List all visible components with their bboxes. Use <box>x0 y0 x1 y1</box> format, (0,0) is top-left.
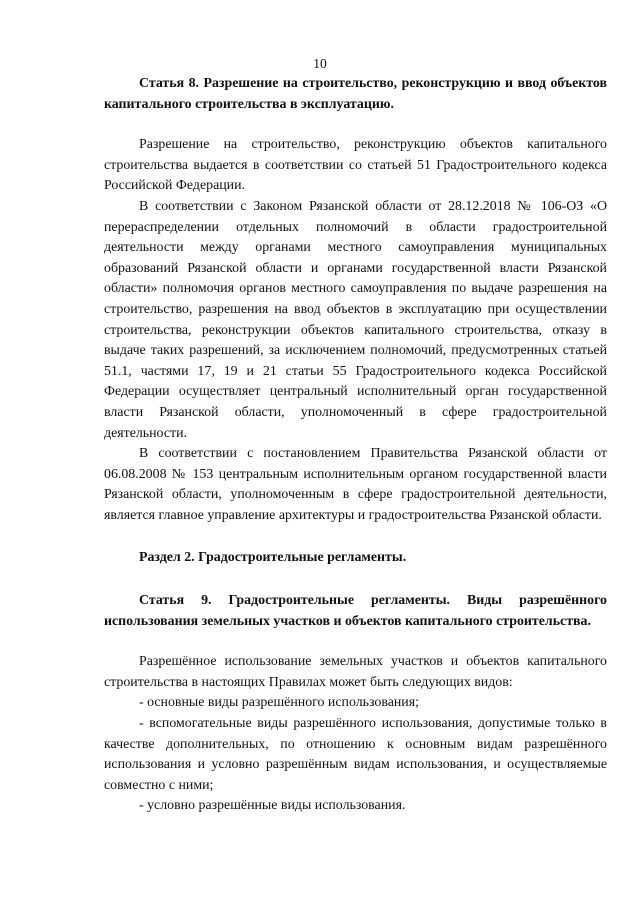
page-content <box>104 58 607 817</box>
article-9-paragraph-1: Разрешённое использование земельных участков и объектов капитального строительства в настоящих Правилах может быть следующих видов: <box>104 654 607 690</box>
article-8-paragraph-1: Разрешение на строительство, реконструкцию объектов капитального строительства выдается в соответствии со статьей 51 Градостроительного кодекса Российской Федерации. <box>104 137 607 194</box>
page-number: 10 <box>313 56 327 71</box>
list-item-conditional-uses: - условно разрешённые виды использования. <box>139 798 406 814</box>
list-item-auxiliary-uses: - вспомогательные виды разрешённого использования, допустимые только в качестве дополнительных, по отношению к основным видам разрешённого использования и условно разрешённым видам использования, и осуществляемые совместно с ними; <box>104 716 607 793</box>
section-2-title: Раздел 2. Градостроительные регламенты. <box>139 550 407 566</box>
article-8-paragraph-3: В соответствии с постановлением Правительства Рязанской области от 06.08.2008 № 153 центральным исполнительным органом государственной власти Рязанской области, уполномоченным в сфере градостроительной деятельности, является главное управление архитектуры и градостроительства Рязанской области. <box>104 446 607 523</box>
list-item-main-uses: - основные виды разрешённого использования; <box>139 695 419 711</box>
article-9-title: Статья 9. Градостроительные регламенты. Виды разрешённого использования земельных участков и объектов капитального строительства. <box>104 593 607 629</box>
article-8-title: Статья 8. Разрешение на строительство, реконструкцию и ввод объектов капитального строительства в эксплуатацию. <box>104 76 607 112</box>
article-8-paragraph-2: В соответствии с Законом Рязанской области от 28.12.2018 № 106-ОЗ «О перераспределении отдельных полномочий в области градостроительной деятельности между органами местного самоуправления муниципальных образований Рязанской области и органами государственной власти Рязанской области» полномочия органов местного самоуправления по выдаче разрешения на строительство, разрешения на ввод объектов в эксплуатацию при осуществлении строительства, реконструкции объектов капитального строительства, отказу в выдаче таких разрешений, за исключением полномочий, предусмотренных статьей 51.1, частями 17, 19 и 21 статьи 55 Градостроительного кодекса Российской Федерации осуществляет центральный исполнительный орган государственной власти Рязанской области, уполномоченный в сфере градостроительной деятельности. <box>104 198 607 441</box>
